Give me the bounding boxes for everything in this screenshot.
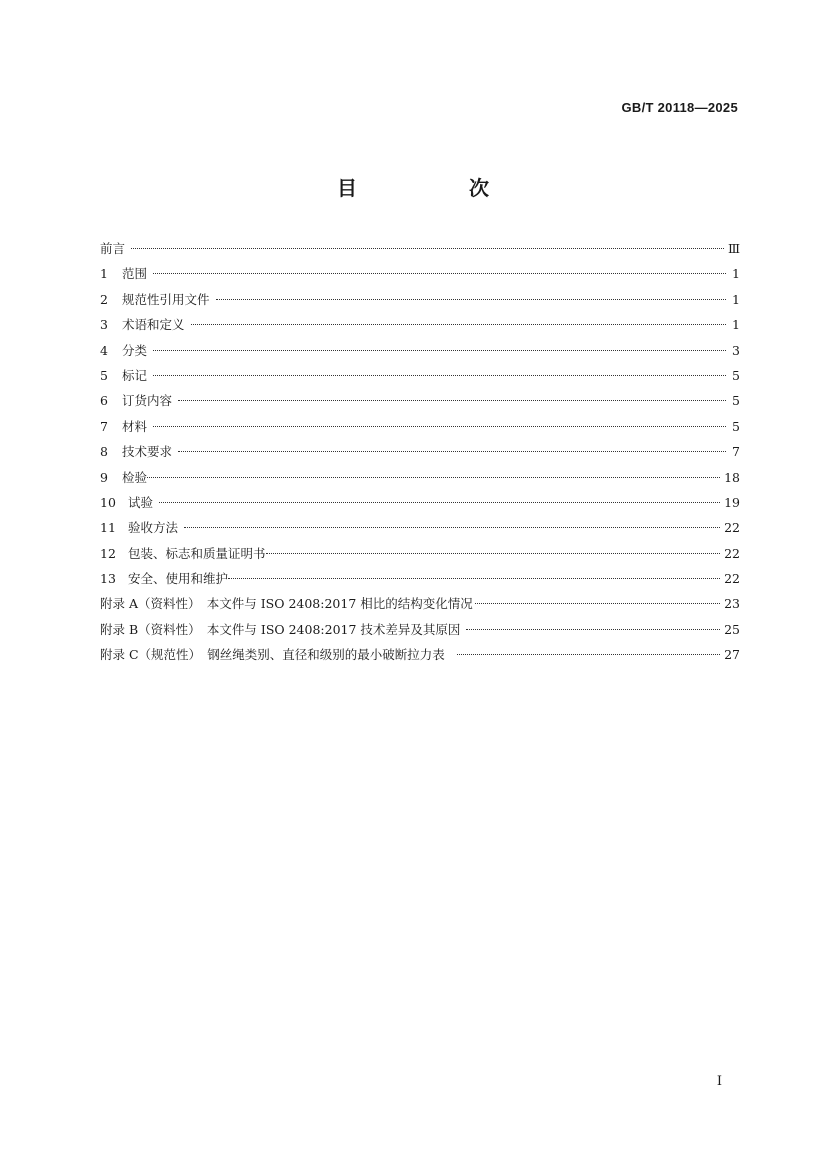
toc-entry-annex-c[interactable] <box>100 642 740 667</box>
toc-page: 22 <box>724 520 740 536</box>
toc-page: 1 <box>732 291 740 307</box>
toc-label: 包装、标志和质量证明书 <box>128 545 266 561</box>
toc-leader <box>266 553 721 554</box>
toc-page: 1 <box>732 317 740 333</box>
toc-number: 6 <box>100 393 108 409</box>
toc-entry-annex-b[interactable] <box>100 617 740 642</box>
toc-page: 25 <box>724 621 740 637</box>
toc-number: 4 <box>100 342 108 358</box>
toc-page: 5 <box>732 367 740 383</box>
toc-page: 27 <box>724 647 740 663</box>
toc-leader <box>147 477 720 478</box>
toc-label: 验收方法 <box>128 520 179 536</box>
toc-number: 8 <box>100 444 108 460</box>
toc-page: 22 <box>724 571 740 587</box>
toc-page: 23 <box>724 596 740 612</box>
toc-entry-2[interactable] <box>100 287 740 312</box>
toc-label: 标记 <box>122 367 148 383</box>
toc-page: 18 <box>724 469 740 485</box>
toc-page: 3 <box>732 342 740 358</box>
toc-label: 试验 <box>128 494 154 510</box>
toc-label: 术语和定义 <box>122 317 185 333</box>
toc-entry-5[interactable] <box>100 363 740 388</box>
toc-entry-3[interactable] <box>100 312 740 337</box>
toc-label: 规范性引用文件 <box>122 291 210 307</box>
toc-leader <box>153 350 726 351</box>
toc-number: 3 <box>100 317 108 333</box>
toc-entry-annex-a[interactable] <box>100 591 740 616</box>
toc-page: Ⅲ <box>727 241 740 256</box>
toc-label: 附录 C（规范性） 钢丝绳类别、直径和级别的最小破断拉力表 <box>100 647 445 663</box>
toc-entry-7[interactable] <box>100 414 740 439</box>
toc-leader <box>191 324 726 325</box>
toc-label: 订货内容 <box>122 393 173 409</box>
toc-page: 1 <box>732 266 740 282</box>
toc-entry-1[interactable] <box>100 261 740 286</box>
toc-number: 5 <box>100 367 108 383</box>
toc-leader <box>153 375 726 376</box>
toc-leader <box>178 451 726 452</box>
toc-label: 检验 <box>122 469 148 485</box>
toc-entry-11[interactable] <box>100 515 740 540</box>
toc-label: 技术要求 <box>122 444 173 460</box>
toc-number: 2 <box>100 291 108 307</box>
toc-label: 材料 <box>122 418 148 434</box>
toc-page: 19 <box>724 494 740 510</box>
toc-number: 11 <box>100 520 116 536</box>
toc-number: 9 <box>100 469 108 485</box>
toc-page: 7 <box>732 444 740 460</box>
toc-entry-9[interactable] <box>100 465 740 490</box>
standard-number: GB/T 20118—2025 <box>621 100 738 115</box>
toc-number: 1 <box>100 266 108 282</box>
toc-leader <box>475 603 720 604</box>
toc-number: 12 <box>100 545 116 561</box>
toc-entry-4[interactable] <box>100 338 740 363</box>
page-number: I <box>716 1074 722 1089</box>
toc-leader <box>131 248 724 249</box>
toc-label: 附录 A（资料性） 本文件与 ISO 2408:2017 相比的结构变化情况 <box>100 596 473 612</box>
toc-leader <box>216 299 726 300</box>
toc-entry-12[interactable] <box>100 541 740 566</box>
toc-leader <box>159 502 720 503</box>
toc-leader <box>228 578 720 579</box>
toc-label: 前言 <box>100 241 126 256</box>
toc-leader <box>153 426 726 427</box>
toc-page: 5 <box>732 393 740 409</box>
toc-number: 7 <box>100 418 108 434</box>
toc-number: 10 <box>100 494 116 510</box>
toc-label: 范围 <box>122 266 148 282</box>
toc-page: 22 <box>724 545 740 561</box>
toc-label: 安全、使用和维护 <box>128 571 229 587</box>
toc-entry-10[interactable] <box>100 490 740 515</box>
toc-label: 附录 B（资料性） 本文件与 ISO 2408:2017 技术差异及其原因 <box>100 621 461 637</box>
toc-leader <box>178 400 726 401</box>
toc-entry-6[interactable] <box>100 388 740 413</box>
toc-leader <box>457 654 720 655</box>
toc-entry-13[interactable] <box>100 566 740 591</box>
toc-leader <box>153 273 726 274</box>
toc-number: 13 <box>100 571 116 587</box>
toc-leader <box>466 629 720 630</box>
toc-entry-foreword[interactable] <box>100 236 740 261</box>
toc-page: 5 <box>732 418 740 434</box>
table-of-contents <box>100 236 740 668</box>
toc-label: 分类 <box>122 342 148 358</box>
page-title: 目 次 <box>337 176 535 200</box>
toc-leader <box>184 527 720 528</box>
toc-entry-8[interactable] <box>100 439 740 464</box>
